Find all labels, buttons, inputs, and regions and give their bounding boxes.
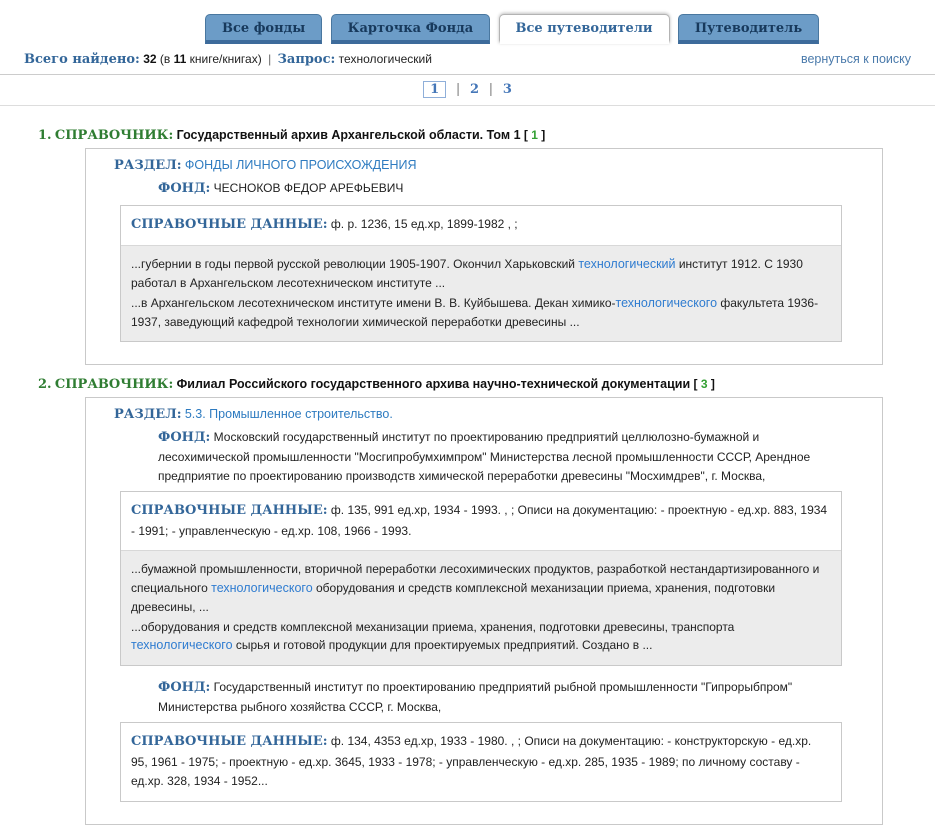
reference-data-value: ф. 134, 4353 ед.хр, 1933 - 1980. , ; Описи на документацию: - конструкторскую - ед.хр. 95, 1961 - 1975; - проектную - ед.хр. 3645, 1933 - 1978; - управленческую - ед.хр. 285, 1935 - 1989; по личному составу - ед.хр. 328, 1934 - 1952... — [131, 734, 812, 789]
match-count: 1 — [531, 128, 538, 142]
snippet-line: ...бумажной промышленности, вторичной переработки лесохимических продуктов, разработкой нестандартизированного и специального технологического оборудования и средств комплексной механизации приема, хранения, подготовки древесины, ... — [131, 562, 820, 615]
directory-label: СПРАВОЧНИК: — [54, 128, 174, 143]
section-label: РАЗДЕЛ: — [114, 406, 182, 422]
highlighted-term: технологический — [578, 256, 676, 271]
fond-name: Московский государственный институт по проектированию предприятий целлюлозно-бумажной и лесохимической промышленности "Мосгипробумхимпром" Министерства лесной промышленности СССР, Арендное предприятие по проектированию производств химической переработки древесины "Мосхимдрев", г. Москва, — [158, 429, 811, 483]
match-count: 3 — [700, 376, 708, 391]
results-list — [0, 106, 935, 825]
reference-data-row — [121, 492, 841, 550]
result-header — [38, 128, 935, 143]
fond-name: ЧЕСНОКОВ ФЕДОР АРЕФЬЕВИЧ — [213, 181, 404, 195]
result-entry — [0, 128, 935, 365]
books-post: книге/книгах) — [189, 52, 262, 66]
fond-row — [158, 678, 837, 717]
bracket-open: [ — [523, 128, 528, 142]
highlighted-term: технологического — [211, 580, 313, 595]
snippet-box — [121, 245, 841, 341]
found-count: 32 — [143, 52, 157, 66]
books-count: 11 — [173, 52, 187, 66]
bracket-close: ] — [710, 376, 715, 391]
reference-data-label: СПРАВОЧНЫЕ ДАННЫЕ: — [131, 503, 328, 519]
summary-separator: | — [268, 52, 272, 66]
section-row — [114, 407, 870, 422]
pagination-page-3[interactable]: 3 — [502, 82, 512, 97]
results-summary-bar — [0, 47, 935, 75]
books-pre: (в — [159, 52, 171, 66]
fond-row — [158, 428, 837, 485]
reference-box — [120, 491, 842, 666]
reference-data-label: СПРАВОЧНЫЕ ДАННЫЕ: — [131, 217, 328, 233]
snippet-line: ...оборудования и средств комплексной механизации приема, хранения, подготовки древесины, транспорта технологического сырья и готовой продукции для проектируемых предприятий. Создано в ... — [131, 619, 735, 653]
snippet-line: ...в Архангельском лесотехническом институте имени В. В. Куйбышева. Декан химико-технологического факультета 1936-1937, заведующий кафедрой технологии химической переработки древесины ... — [131, 295, 819, 330]
pagination-current-page: 1 — [423, 81, 446, 98]
bracket-open: [ — [693, 376, 698, 391]
bracket-close: ] — [541, 128, 546, 142]
tab-guide[interactable]: Путеводитель — [678, 14, 819, 44]
reference-box — [120, 205, 842, 342]
tab-fund-card[interactable]: Карточка Фонда — [331, 14, 491, 44]
reference-data-value: ф. 135, 991 ед.хр, 1934 - 1993. , ; Описи на документацию: - проектную - ед.хр. 883, 1934 - 1991; - управленческую - ед.хр. 108, 1966 - 1993. — [131, 503, 828, 538]
reference-data-value: ф. р. 1236, 15 ед.хр, 1899-1982 , ; — [330, 217, 518, 232]
query-value: технологический — [338, 52, 432, 66]
fond-row — [158, 179, 837, 199]
tab-all-funds[interactable]: Все фонды — [205, 14, 322, 44]
entry-number: 1. — [38, 128, 52, 143]
highlighted-term: технологического — [131, 638, 233, 653]
pagination-separator: | — [455, 82, 461, 97]
fond-label: ФОНД: — [158, 429, 211, 445]
reference-data-row — [121, 206, 841, 245]
tab-all-guides[interactable]: Все путеводители — [499, 14, 670, 44]
found-label: Всего найдено: — [24, 52, 140, 67]
fond-label: ФОНД: — [158, 679, 211, 695]
back-to-search-link[interactable]: вернуться к поиску — [800, 52, 911, 66]
fond-label: ФОНД: — [158, 181, 211, 196]
entry-number: 2. — [38, 376, 52, 392]
pagination-separator: | — [488, 82, 494, 97]
section-link[interactable]: ФОНДЫ ЛИЧНОГО ПРОИСХОЖДЕНИЯ — [184, 158, 417, 172]
section-link[interactable]: 5.3. Промышленное строительство. — [184, 406, 393, 421]
snippet-line: ...губернии в годы первой русской революции 1905-1907. Окончил Харьковский технологический институт 1912. С 1930 работал в Архангельском лесотехническом институте ... — [131, 256, 803, 291]
directory-label: СПРАВОЧНИК: — [54, 376, 174, 392]
reference-box — [120, 722, 842, 801]
reference-data-row — [121, 723, 841, 800]
tab-bar — [0, 0, 935, 47]
pagination-page-2[interactable]: 2 — [469, 82, 480, 97]
pagination — [0, 75, 935, 106]
result-body-box — [85, 397, 883, 825]
result-header — [38, 377, 935, 392]
directory-title: Государственный архив Архангельской области. Том 1 — [176, 128, 521, 142]
reference-data-label: СПРАВОЧНЫЕ ДАННЫЕ: — [131, 734, 328, 750]
highlighted-term: технологического — [615, 295, 718, 310]
section-label: РАЗДЕЛ: — [114, 158, 182, 173]
fond-name: Государственный институт по проектированию предприятий рыбной промышленности "Гипрорыбпром" Министерства рыбного хозяйства СССР, г. Москва, — [158, 679, 793, 714]
snippet-box — [121, 550, 841, 665]
query-label: Запрос: — [277, 52, 336, 67]
directory-title: Филиал Российского государственного архива научно-технической документации — [176, 376, 691, 391]
result-body-box — [85, 148, 883, 365]
result-entry — [0, 377, 935, 825]
section-row — [114, 158, 870, 173]
